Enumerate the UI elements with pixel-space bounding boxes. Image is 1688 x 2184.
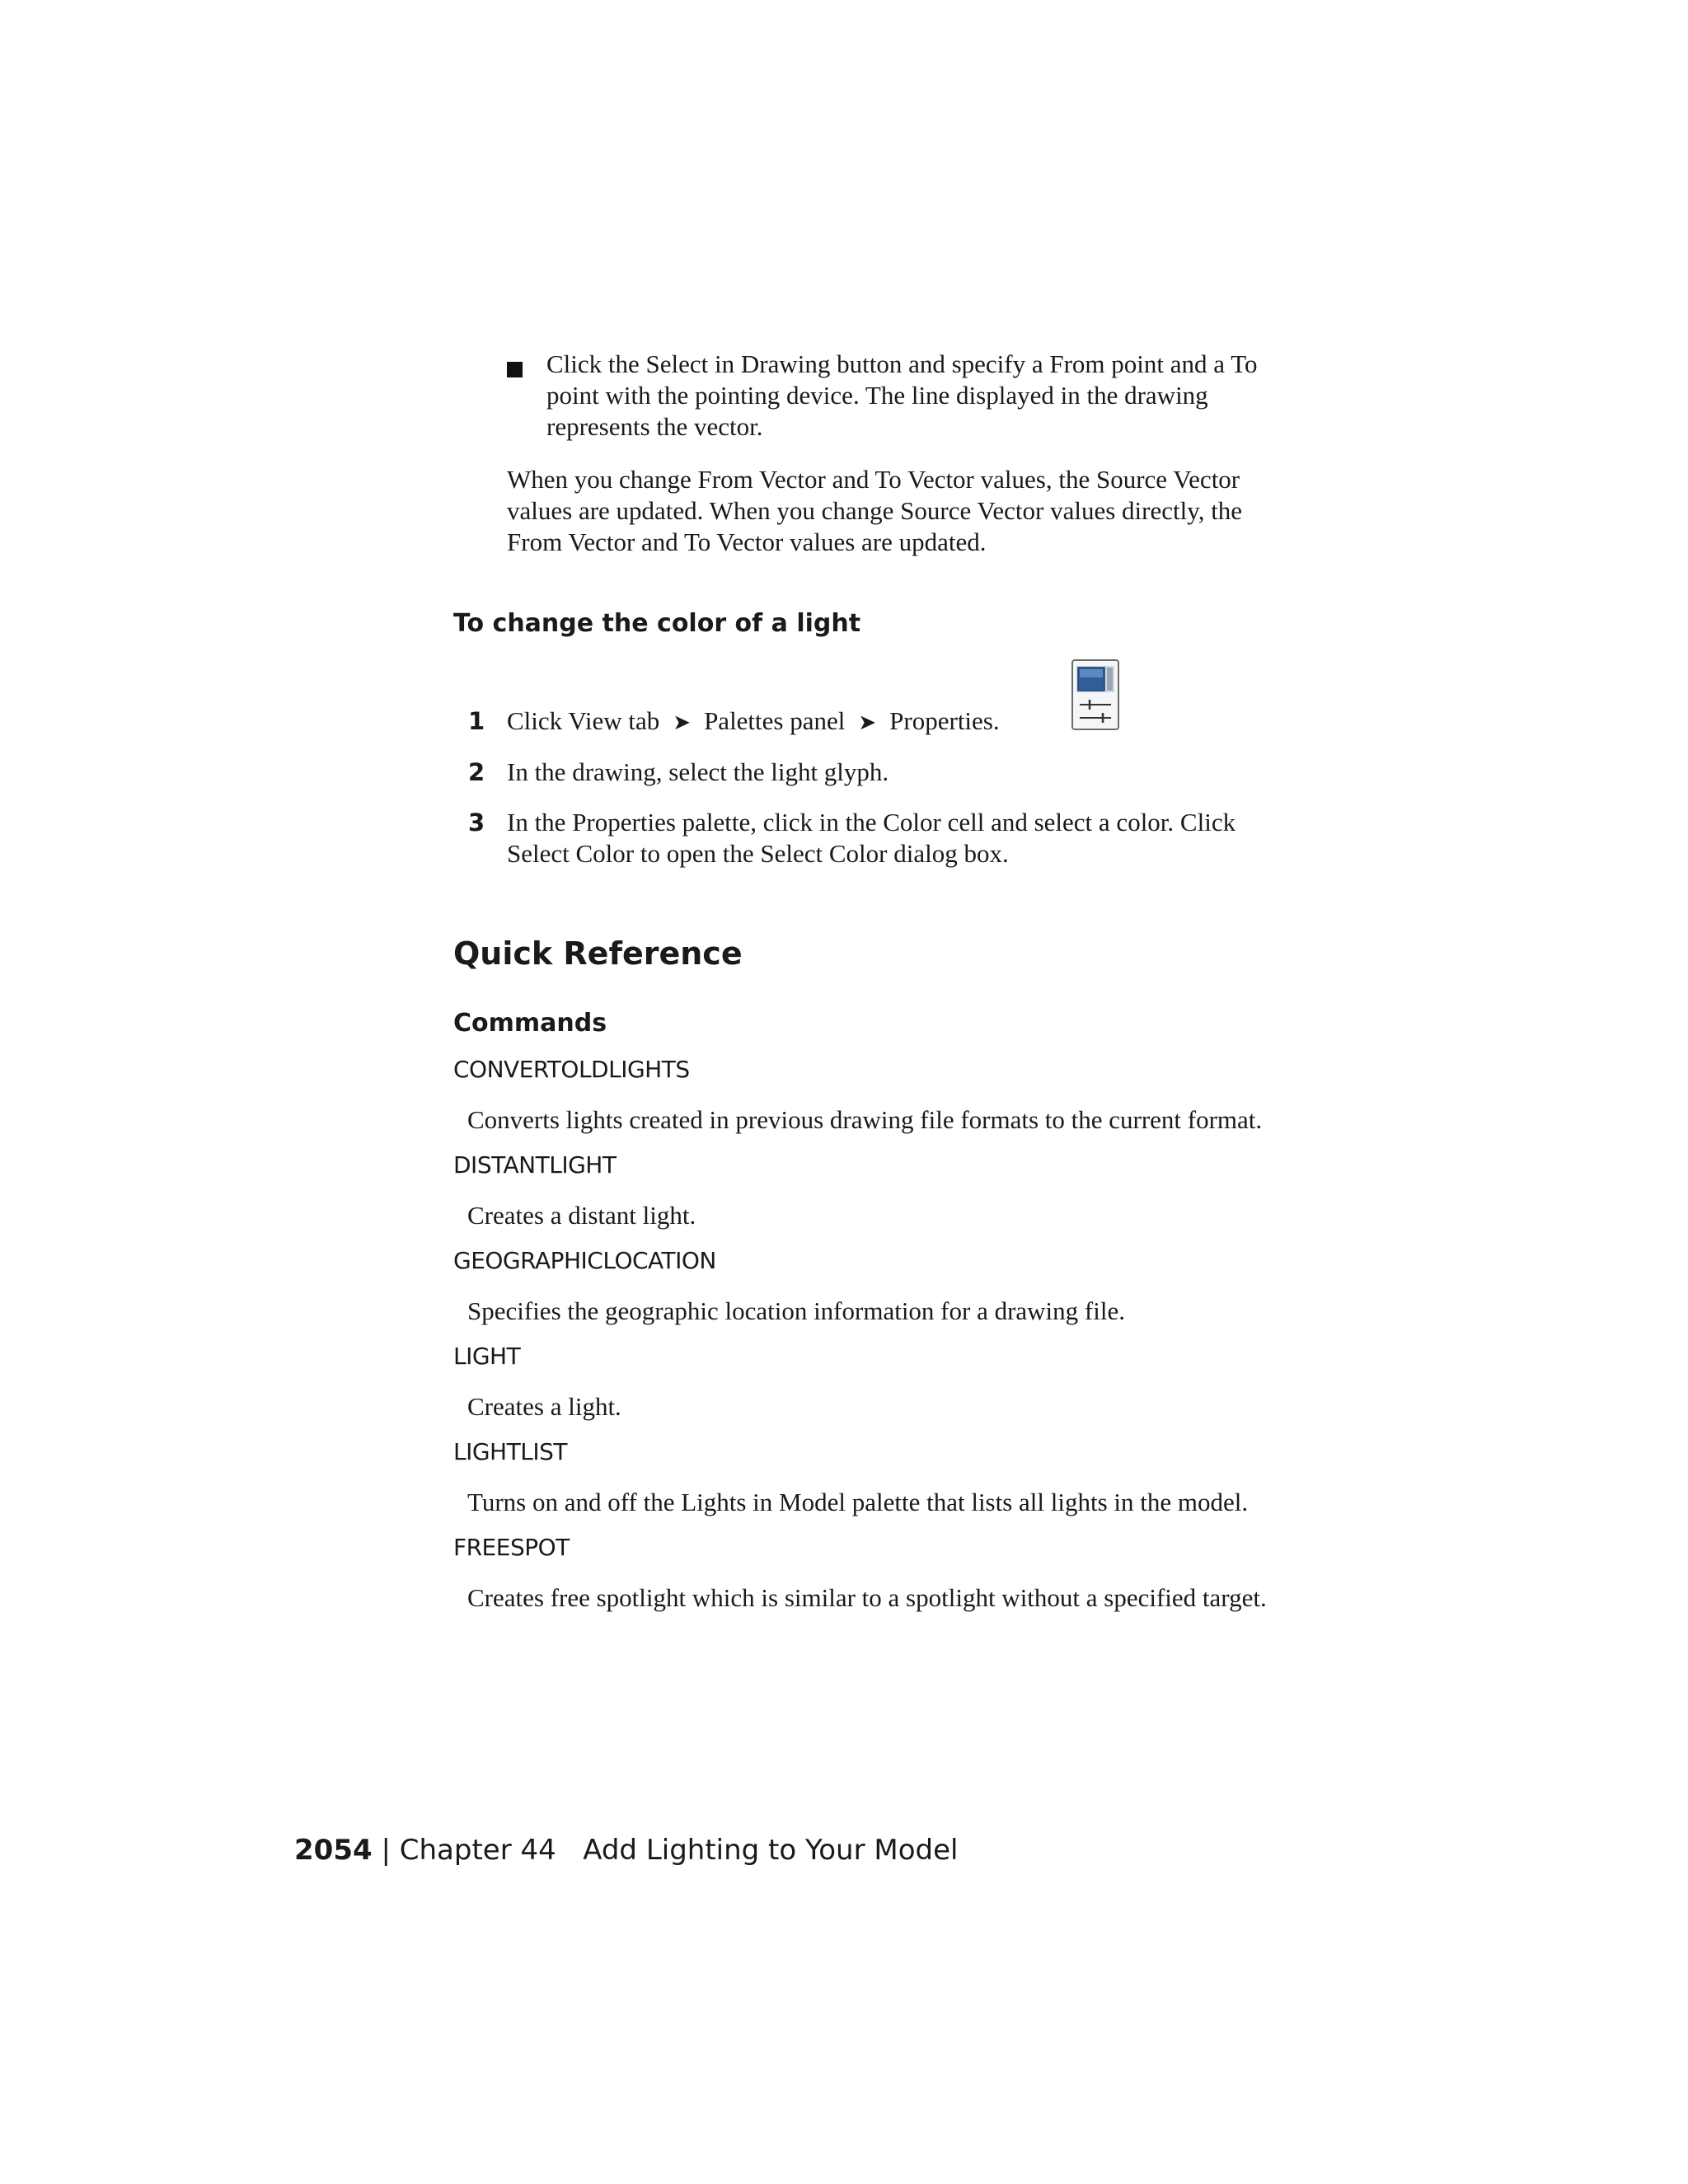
arrow-right-icon: ➤ bbox=[673, 710, 692, 735]
bullet-text: Click the Select in Drawing button and specify a From point and a To point with the pointing device. The line displayed in the drawing represents the vector. bbox=[546, 349, 1258, 441]
command-name: GEOGRAPHICLOCATION bbox=[453, 1247, 716, 1274]
step-number: 2 bbox=[468, 758, 485, 786]
footer-chapter-title: Add Lighting to Your Model bbox=[583, 1834, 959, 1867]
step-number: 3 bbox=[468, 808, 485, 837]
arrow-right-icon: ➤ bbox=[858, 710, 877, 735]
command-name: FREESPOT bbox=[453, 1534, 570, 1561]
body-paragraph: When you change From Vector and To Vector values, the Source Vector values are updated. When you change Source Vector values directly, the From Vector and To Vector values are updated. bbox=[507, 465, 1243, 556]
command-name: DISTANTLIGHT bbox=[453, 1151, 617, 1179]
command-name: LIGHTLIST bbox=[453, 1438, 567, 1465]
command-name: CONVERTOLDLIGHTS bbox=[453, 1056, 690, 1083]
step-text: In the drawing, select the light glyph. bbox=[507, 757, 889, 786]
step-part-properties: Properties. bbox=[889, 706, 1000, 735]
command-description: Creates free spotlight which is similar to a spotlight without a specified target. bbox=[467, 1583, 1267, 1612]
step-number: 1 bbox=[468, 707, 485, 735]
footer-separator: | bbox=[381, 1834, 391, 1867]
quick-reference-heading: Quick Reference bbox=[453, 935, 743, 972]
step-part-view-tab: Click View tab bbox=[507, 706, 660, 735]
command-description: Creates a distant light. bbox=[467, 1201, 696, 1230]
procedure-heading: To change the color of a light bbox=[453, 609, 861, 638]
command-description: Creates a light. bbox=[467, 1392, 621, 1421]
commands-heading: Commands bbox=[453, 1009, 607, 1038]
command-description: Specifies the geographic location information for a drawing file. bbox=[467, 1296, 1125, 1325]
footer-chapter: Chapter 44 bbox=[399, 1834, 556, 1867]
step-text bbox=[507, 705, 1381, 738]
step-text: In the Properties palette, click in the Color cell and select a color. Click Select Color to open the Select Color dialog box. bbox=[507, 808, 1236, 868]
command-description: Turns on and off the Lights in Model palette that lists all lights in the model. bbox=[467, 1488, 1249, 1516]
page-footer bbox=[294, 1832, 958, 1868]
properties-palette-icon bbox=[1071, 659, 1119, 730]
page-number: 2054 bbox=[294, 1834, 373, 1867]
command-name: LIGHT bbox=[453, 1343, 521, 1370]
bullet-square-icon bbox=[507, 362, 523, 377]
step-part-palettes-panel: Palettes panel bbox=[704, 706, 846, 735]
command-description: Converts lights created in previous drawing file formats to the current format. bbox=[467, 1105, 1263, 1134]
